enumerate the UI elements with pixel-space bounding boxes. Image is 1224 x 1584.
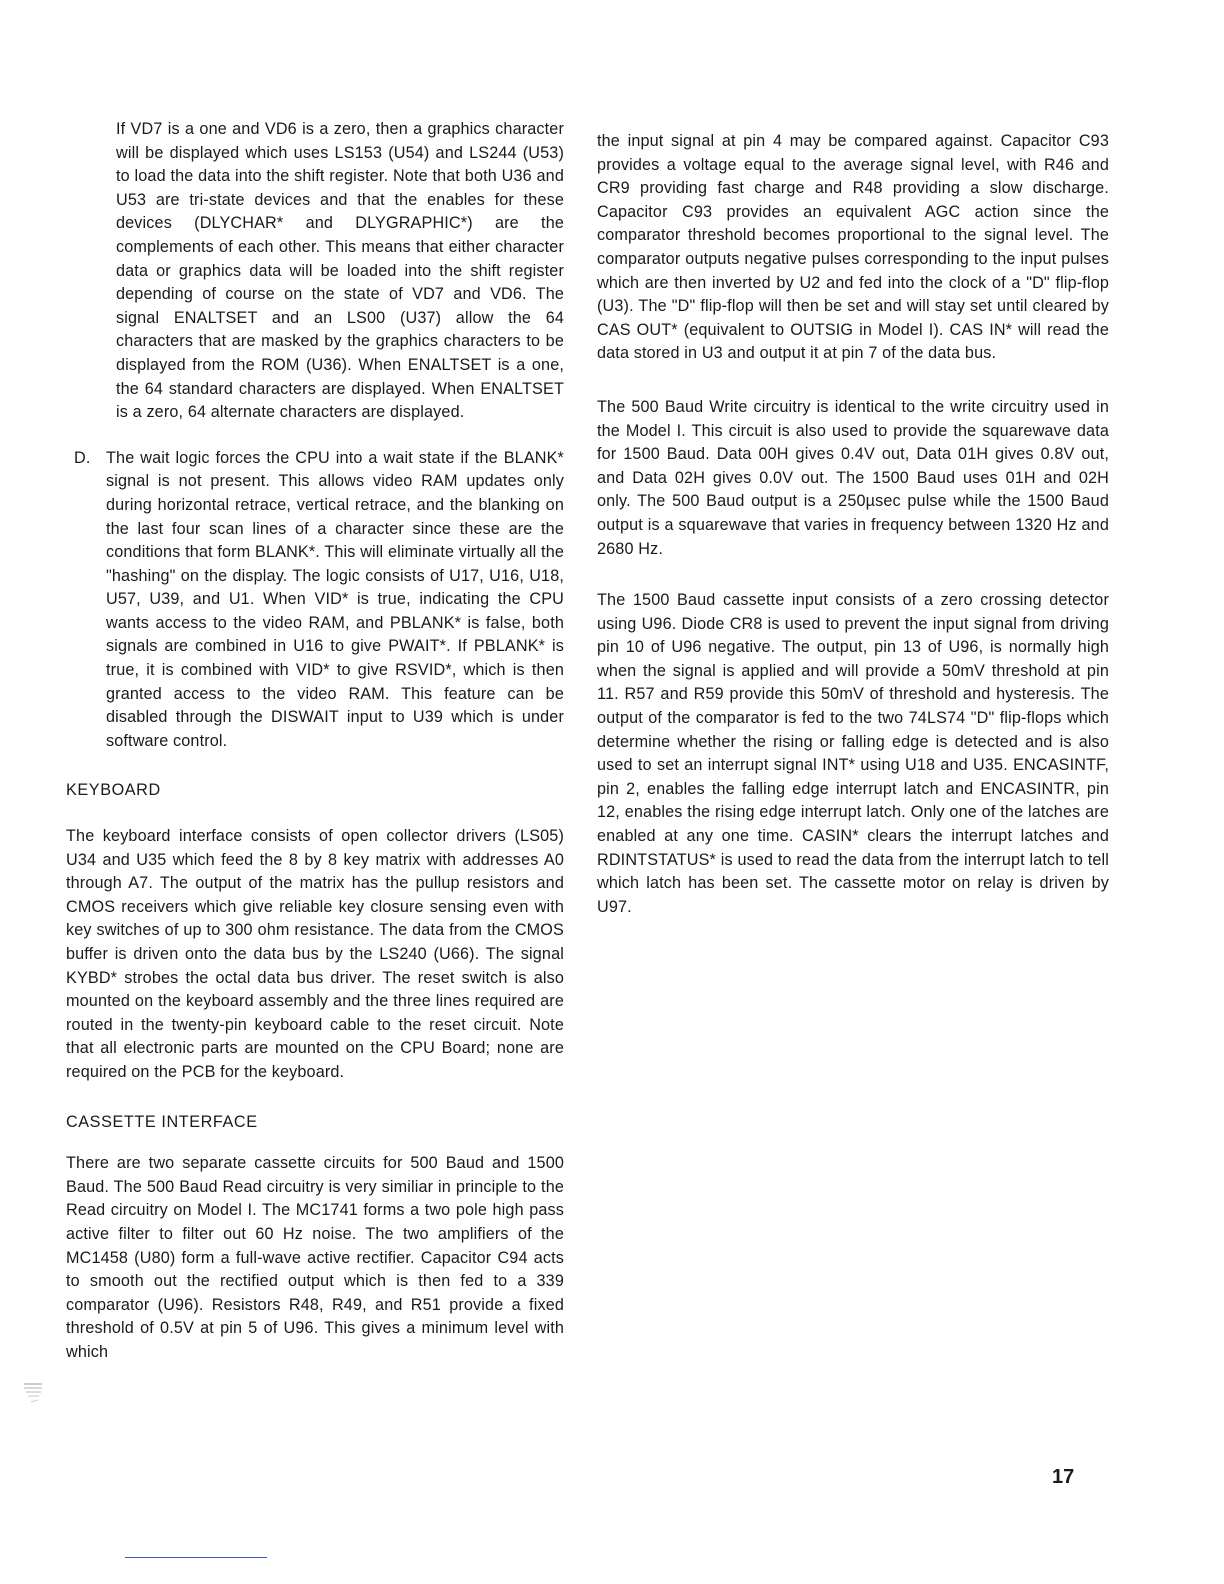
paragraph-1500-baud-input: The 1500 Baud cassette input consists of a zero crossing detector using U96. Diode CR8 is used to prevent the input signal from driving pin 10 of U96 negative. The output, pin 13 of U96, is normally high when the signal is applied and will provide a 50mV threshold at pin 11. R57 and R59 provide this 50mV of threshold and hysteresis. The output of the comparator is fed to the two 74LS74 "D" flip-flops which determine whether the rising or falling edge is detected and is also used to set an interrupt signal INT* using U18 and U35. ENCASINTF, pin 2, enables the falling edge interrupt latch and ENCASINTR, pin 12, enables the rising edge interrupt latch. Only one of the latches are enabled at any one time. CASIN* clears the interrupt latches and RDINTSTATUS* is used to read the data from the interrupt latch to tell which latch has been set. The cassette motor on relay is driven by U97. bbox=[597, 591, 1109, 916]
paragraph-500-baud-write: The 500 Baud Write circuitry is identical to the write circuitry used in the Model I. This circuit is also used to provide the squarewave data for 1500 Baud. Data 00H gives 0.4V out, Data 01H gives 0.8V out, and Data 02H gives 0.0V out. The 1500 Baud uses 01H and 02H only. The 500 Baud output is a 250µsec pulse while the 1500 Baud output is a squarewave that varies in frequency between 1320 Hz and 2680 Hz. bbox=[597, 397, 1109, 558]
footer-rule bbox=[125, 1557, 267, 1558]
list-marker-d: D. bbox=[74, 448, 91, 467]
heading-keyboard: KEYBOARD bbox=[66, 781, 161, 800]
scan-margin-mark-icon bbox=[22, 1376, 44, 1414]
paragraph-wait-logic: The wait logic forces the CPU into a wait state if the BLANK* signal is not present. This allows video RAM updates only during horizontal retrace, vertical retrace, and the blanking on the last four scan lines of a character since these are the conditions that form BLANK*. This will eliminate virtually all the "hashing" on the display. The logic consists of U17, U16, U18, U57, U39, and U1. When VID* is true, indicating the CPU wants access to the video RAM, and PBLANK* is false, both signals are combined in U16 to give PWAIT*. If PBLANK* is true, it is combined with VID* to give RSVID*, which is then granted access to the video RAM. This feature can be disabled through the DISWAIT input to U39 which is under software control. bbox=[106, 448, 564, 750]
paragraph-cassette-continued: the input signal at pin 4 may be compared against. Capacitor C93 provides a voltage equal to the average signal level, with R46 and CR9 providing fast charge and R48 providing a slow discharge. Capacitor C93 provides an equivalent AGC action since the comparator threshold becomes proportional to the signal level. The comparator outputs negative pulses corresponding to the input pulses which are then inverted by U2 and fed into the clock of a "D" flip-flop (U3). The "D" flip-flop will then be set and will stay set until cleared by CAS OUT* (equivalent to OUTSIG in Model I). CAS IN* will read the data stored in U3 and output it at pin 7 of the data bus. bbox=[597, 132, 1109, 363]
list-item-d bbox=[66, 447, 564, 754]
paragraph-cassette-intro: There are two separate cassette circuits for 500 Baud and 1500 Baud. The 500 Baud Read circuitry is very similiar in principle to the Read circuitry on Model I. The MC1741 forms a two pole high pass active filter to filter out 60 Hz noise. The two amplifiers of the MC1458 (U80) form a full-wave active rectifier. Capacitor C94 acts to smooth out the rectified output which is then fed to a 339 comparator (U96). Resistors R48, R49, and R51 provide a fixed threshold of 0.5V at pin 5 of U96. This gives a minimum level with which bbox=[66, 1154, 564, 1361]
paragraph-keyboard: The keyboard interface consists of open collector drivers (LS05) U34 and U35 which feed the 8 by 8 key matrix with addresses A0 through A7. The output of the matrix has the pullup resistors and CMOS receivers which give reliable key closure sensing even with key switches of up to 300 ohm resistance. The data from the CMOS buffer is driven onto the data bus by the LS240 (U66). The signal KYBD* strobes the octal data bus driver. The reset switch is also mounted on the keyboard assembly and the three lines required are routed in the twenty-pin keyboard cable to the reset circuit. Note that all electronic parts are mounted on the CPU Board; none are required on the PCB for the keyboard. bbox=[66, 827, 564, 1081]
heading-cassette-interface: CASSETTE INTERFACE bbox=[66, 1112, 258, 1131]
page-number: 17 bbox=[1052, 1466, 1075, 1488]
right-column bbox=[597, 130, 1109, 919]
paragraph-graphics-character: If VD7 is a one and VD6 is a zero, then a graphics character will be displayed which uses LS153 (U54) and LS244 (U53) to load the data into the shift register. Note that both U36 and U53 are tri-state devices and that the enables for these devices (DLYCHAR* and DLYGRAPHIC*) are the complements of each other. This means that either character data or graphics data will be loaded into the shift register depending of course on the state of VD7 and VD6. The signal ENALTSET and an LS00 (U37) allow the 64 characters that are masked by the graphics characters to be displayed from the ROM (U36). When ENALTSET is a one, the 64 standard characters are displayed. When ENALTSET is a zero, 64 alternate characters are displayed. bbox=[116, 120, 564, 422]
left-column bbox=[66, 118, 564, 1365]
